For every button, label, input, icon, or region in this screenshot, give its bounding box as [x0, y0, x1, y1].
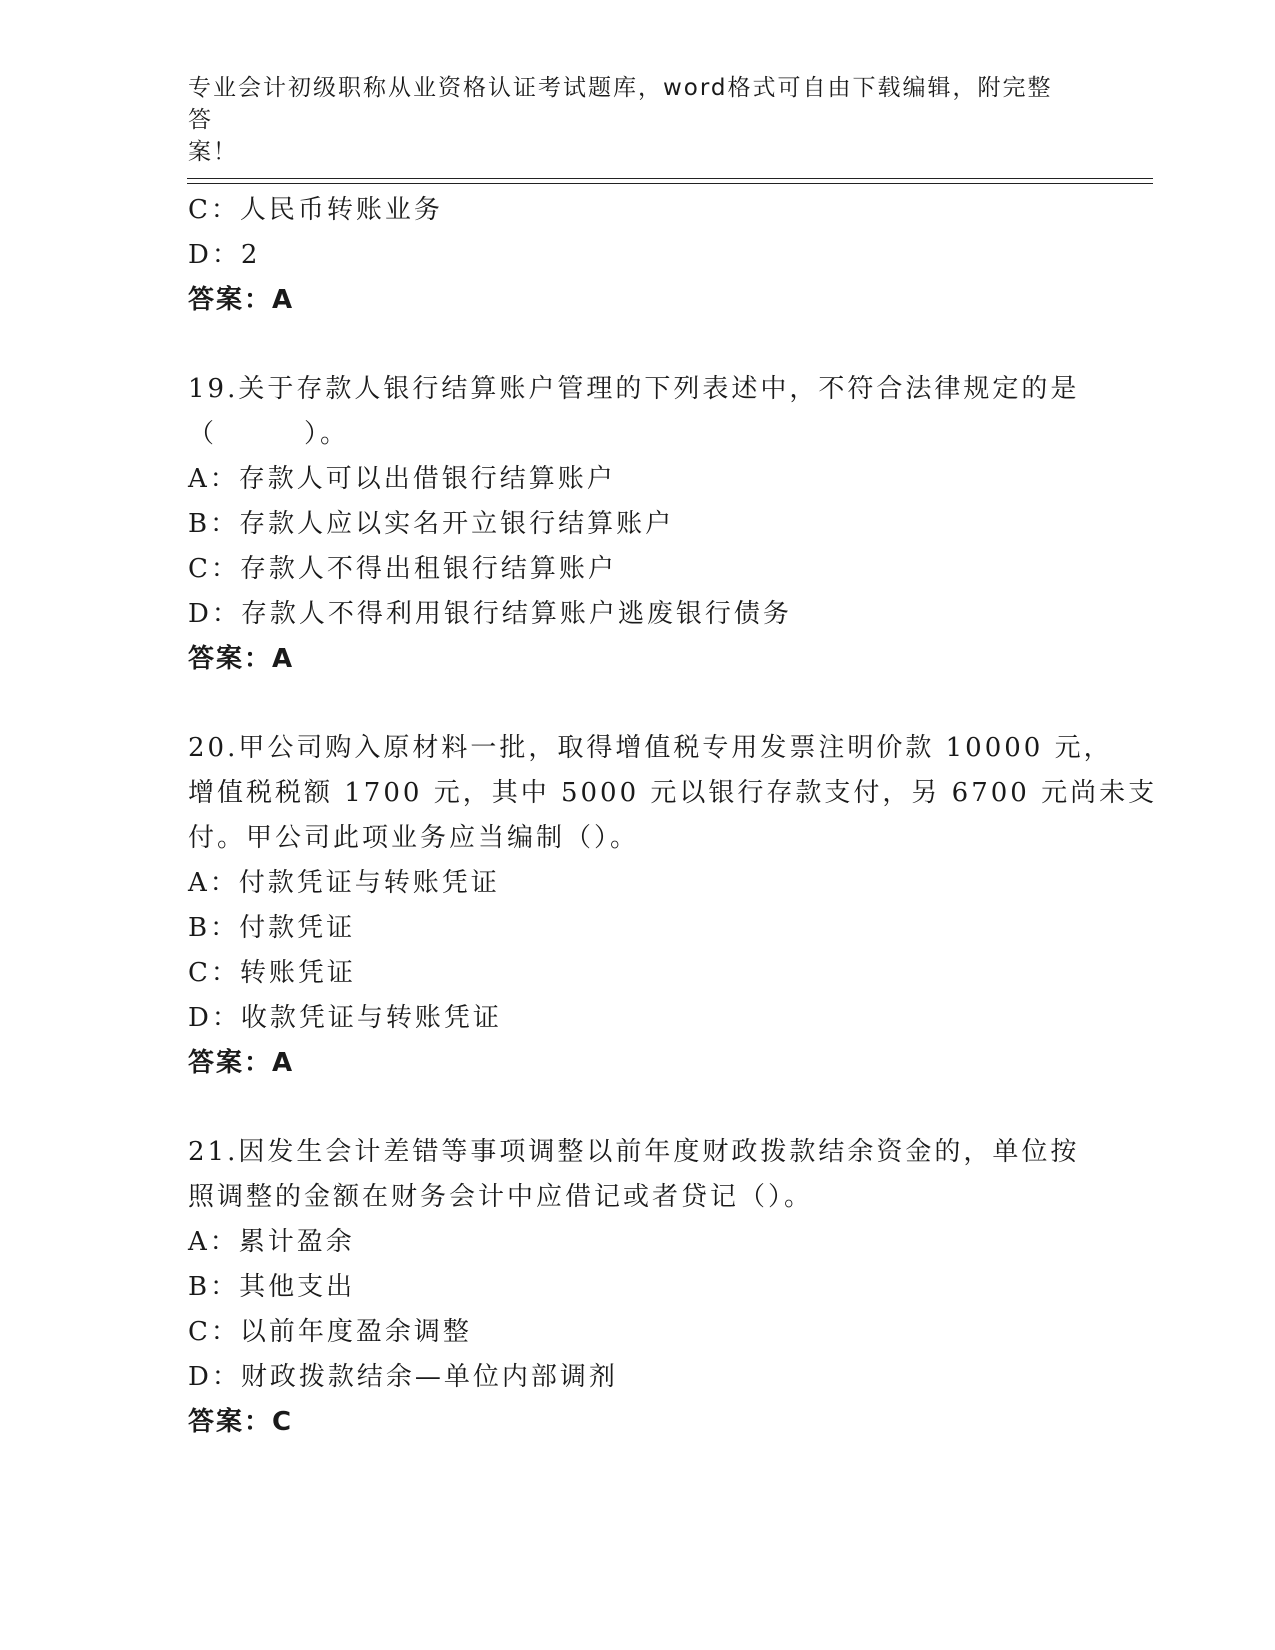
question-text-line: 增值税税额 1700 元，其中 5000 元以银行存款支付，另 6700 元尚未支 — [188, 778, 1158, 808]
option-c: C：以前年度盈余调整 — [188, 1317, 472, 1347]
option-c: C：转账凭证 — [188, 958, 356, 988]
option-b: B：其他支出 — [188, 1272, 356, 1302]
option-d: D：收款凭证与转账凭证 — [188, 1003, 502, 1033]
header-line-1: 专业会计初级职称从业资格认证考试题库，word格式可自由下载编辑，附完整答 — [188, 75, 1053, 133]
option-a: A：存款人可以出借银行结算账户 — [188, 464, 616, 494]
answer-line: 答案：C — [188, 1407, 294, 1437]
option-c: C：存款人不得出租银行结算账户 — [188, 554, 617, 584]
answer-line: 答案：A — [188, 644, 295, 674]
option-d: D：2 — [188, 240, 261, 270]
option-c: C：人民币转账业务 — [188, 195, 443, 225]
option-a: A：累计盈余 — [188, 1227, 355, 1257]
question-text-line: 付。甲公司此项业务应当编制（）。 — [188, 823, 640, 853]
spacer — [188, 682, 1088, 726]
option-a: A：付款凭证与转账凭证 — [188, 868, 500, 898]
option-d: D：财政拨款结余—单位内部调剂 — [188, 1362, 618, 1392]
option-b: B：付款凭证 — [188, 913, 356, 943]
page-header — [188, 72, 1068, 168]
question-text-line: （ ）。 — [188, 419, 350, 449]
question-text-line: 19.关于存款人银行结算账户管理的下列表述中，不符合法律规定的是 — [188, 374, 1080, 404]
spacer — [188, 1086, 1088, 1130]
header-divider-bottom — [187, 183, 1153, 184]
answer-line: 答案：A — [188, 1048, 295, 1078]
question-text-line: 21.因发生会计差错等事项调整以前年度财政拨款结余资金的，单位按 — [188, 1137, 1080, 1167]
answer-line: 答案：A — [188, 285, 295, 315]
header-line-2: 案！ — [188, 139, 238, 165]
option-b: B：存款人应以实名开立银行结算账户 — [188, 509, 675, 539]
question-list — [188, 188, 1158, 1445]
question-20 — [188, 726, 1158, 1086]
question-19 — [188, 367, 1088, 682]
question-18-tail — [188, 188, 1088, 323]
question-text-line: 20.甲公司购入原材料一批，取得增值税专用发票注明价款 10000 元， — [188, 733, 1113, 763]
spacer — [188, 323, 1088, 367]
question-text-line: 照调整的金额在财务会计中应借记或者贷记（）。 — [188, 1182, 814, 1212]
question-21 — [188, 1130, 1088, 1445]
option-d: D：存款人不得利用银行结算账户逃废银行债务 — [188, 599, 792, 629]
header-divider-top — [187, 178, 1153, 179]
